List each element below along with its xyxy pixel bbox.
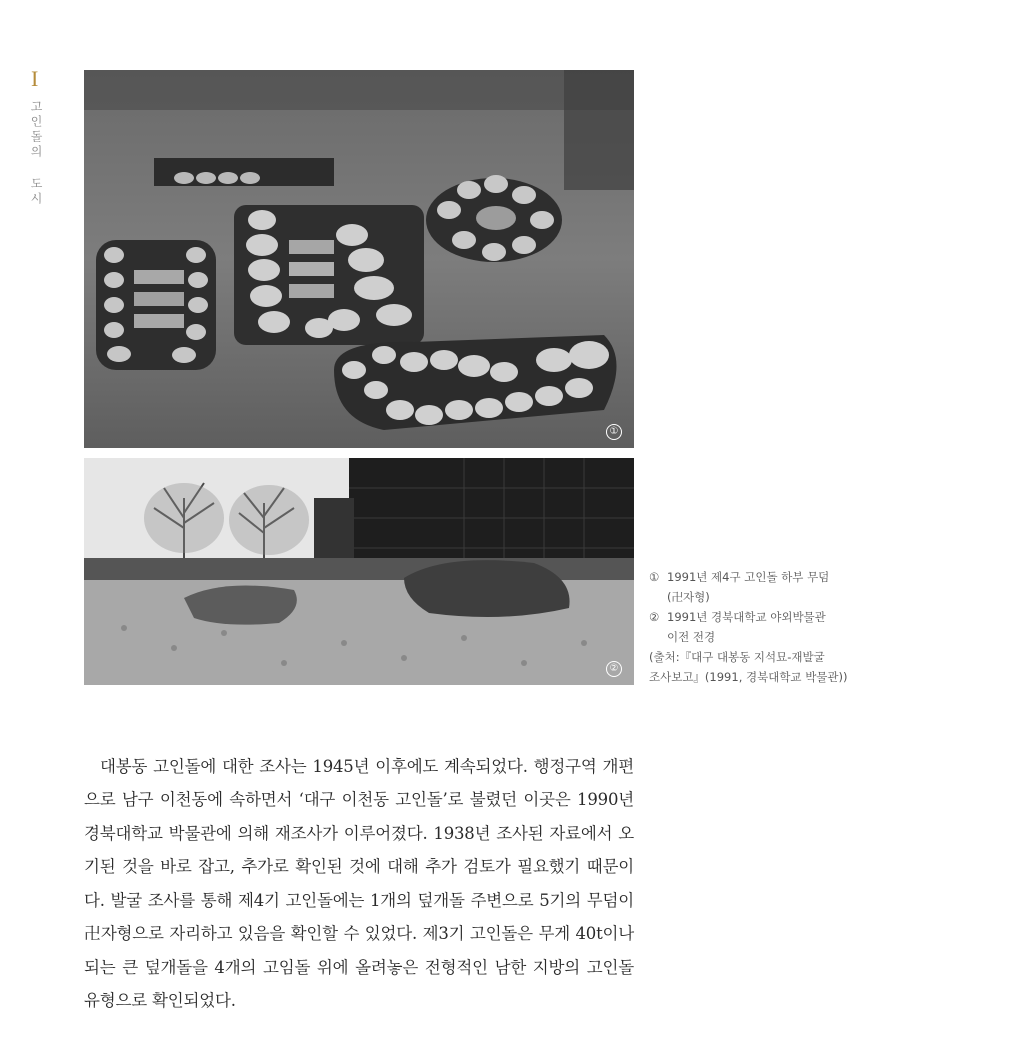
photo-number-badge: ② [606, 661, 622, 677]
caption-item [649, 567, 899, 587]
caption-source: (출처:『대구 대봉동 지석묘-재발굴 [649, 650, 825, 664]
excavation-photo [84, 70, 634, 448]
caption-marker: ① [649, 570, 660, 584]
section-number: I [31, 66, 39, 91]
caption-text: 1991년 경북대학교 야외박물관 [667, 610, 826, 624]
caption-marker: ② [649, 610, 660, 624]
caption-text: 1991년 제4구 고인돌 하부 무덤 [667, 570, 830, 584]
caption-source: 조사보고』(1991, 경북대학교 박물관)) [649, 670, 848, 684]
excavation-photo-image [84, 70, 634, 448]
caption-item [649, 607, 899, 627]
body-paragraph: 대봉동 고인돌에 대한 조사는 1945년 이후에도 계속되었다. 행정구역 개편으로 남구 이천동에 속하면서 ‘대구 이천동 고인돌’로 불렸던 이곳은 1990년 경북대학교 박물관에 의해 재조사가 이루어졌다. 1938년 조사된 자료에서 오기된 것을 바로 잡고, 추가로 확인된 것에 대해 추가 검토가 필요했기 때문이다. 발굴 조사를 통해 제4기 고인돌에는 1개의 덮개돌 주변으로 5기의 무덤이 卍자형으로 자리하고 있음을 확인할 수 있었다. 제3기 고인돌은 무게 40t이나 되는 큰 덮개돌을 4개의 고임돌 위에 올려놓은 전형적인 남한 지방의 고인돌 유형으로 확인되었다. [84, 756, 634, 1010]
outdoor-museum-photo [84, 458, 634, 685]
photo-captions [649, 567, 899, 687]
section-title: 고인돌의 도시 [29, 100, 43, 207]
caption-text: (卍자형) [667, 590, 710, 604]
photo-number-badge: ① [606, 424, 622, 440]
caption-text: 이전 전경 [667, 630, 716, 644]
outdoor-museum-photo-image [84, 458, 634, 685]
